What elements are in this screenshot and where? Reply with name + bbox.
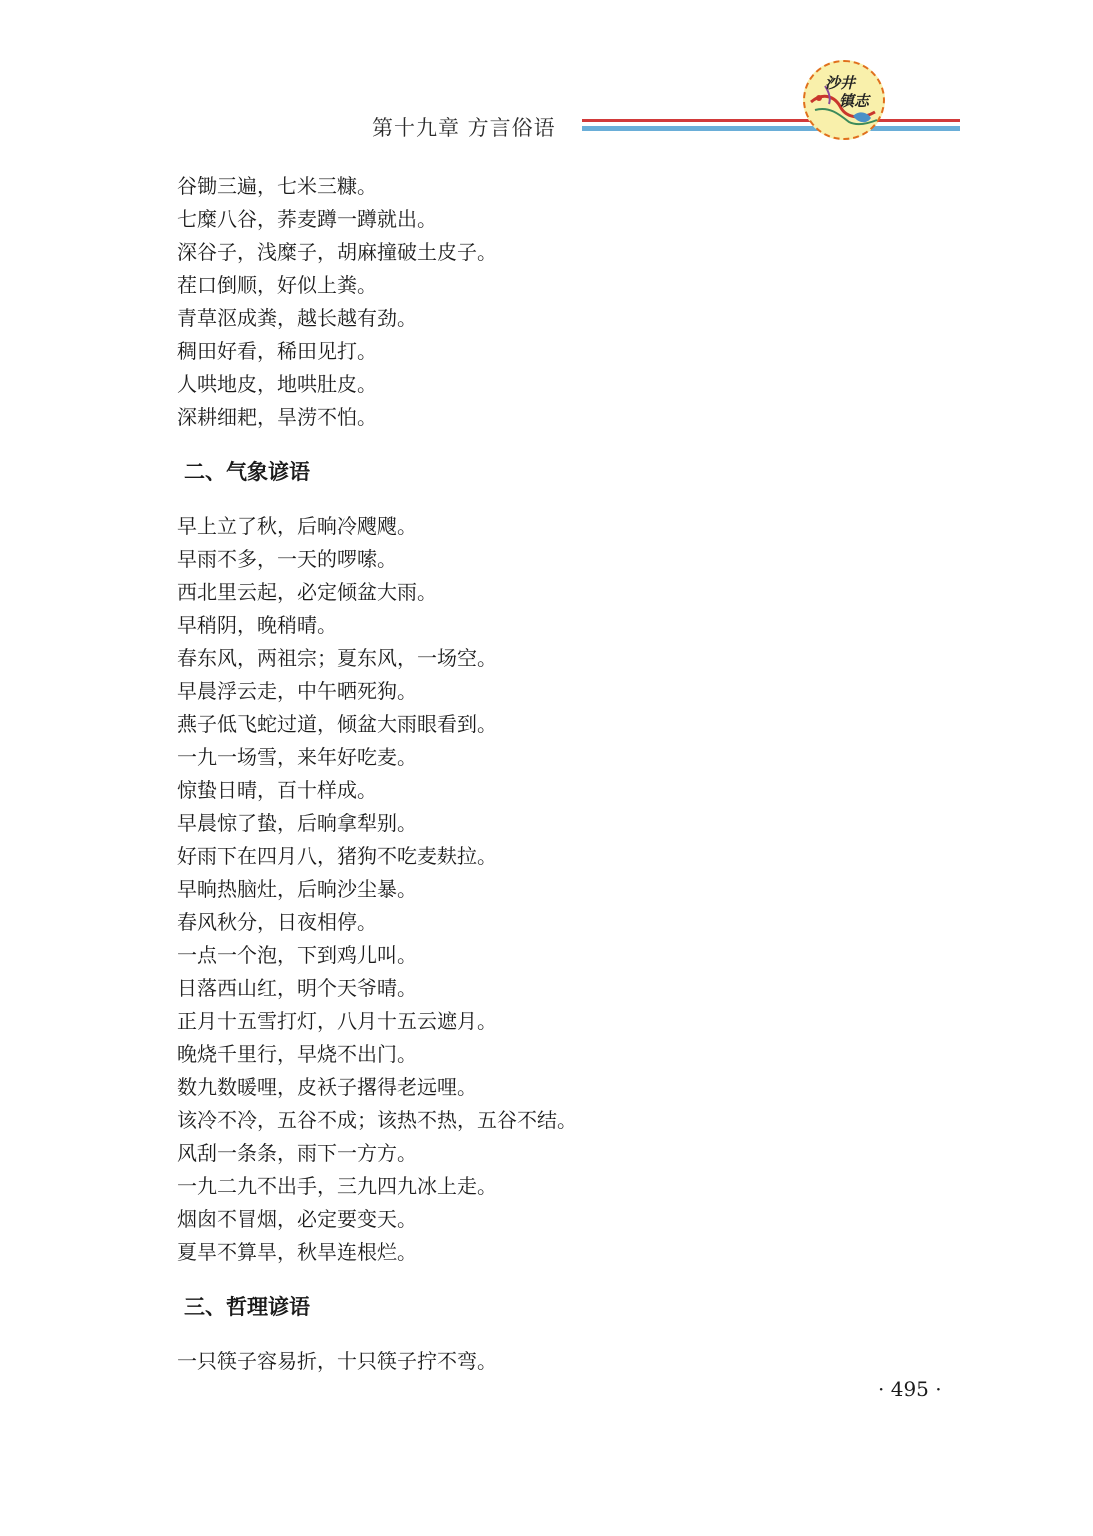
proverb-line: 烟囱不冒烟，必定要变天。: [177, 1207, 417, 1231]
header-rule-blue: [582, 126, 960, 131]
proverb-line: 好雨下在四月八，猪狗不吃麦麸拉。: [177, 844, 497, 868]
section-heading-weather: 二、气象谚语: [184, 460, 310, 484]
proverb-line: 晚烧千里行，早烧不出门。: [177, 1042, 417, 1066]
header-rule-red: [582, 119, 960, 122]
seal-text-line2: 镇志: [839, 92, 870, 110]
proverb-line: 正月十五雪打灯，八月十五云遮月。: [177, 1009, 497, 1033]
proverb-line: 茬口倒顺，好似上粪。: [177, 273, 377, 297]
proverb-line: 惊蛰日晴，百十样成。: [177, 778, 377, 802]
proverb-line: 人哄地皮，地哄肚皮。: [177, 372, 377, 396]
proverb-line: 早上立了秋，后晌冷飕飕。: [177, 514, 417, 538]
page-number: · 495 ·: [878, 1377, 942, 1401]
proverb-line: 夏旱不算旱，秋旱连根烂。: [177, 1240, 417, 1264]
proverb-line: 一点一个泡，下到鸡儿叫。: [177, 943, 417, 967]
proverb-line: 早晌热脑灶，后晌沙尘暴。: [177, 877, 417, 901]
proverb-line: 深耕细耙，旱涝不怕。: [177, 405, 377, 429]
proverb-line: 数九数暖哩，皮袄子撂得老远哩。: [177, 1075, 477, 1099]
proverb-line: 一九一场雪，来年好吃麦。: [177, 745, 417, 769]
proverb-line: 早雨不多，一天的啰嗦。: [177, 547, 397, 571]
proverb-line: 春风秋分，日夜相停。: [177, 910, 377, 934]
chapter-title: 第十九章 方言俗语: [372, 116, 556, 140]
proverb-line: 西北里云起，必定倾盆大雨。: [177, 580, 437, 604]
proverb-line: 燕子低飞蛇过道，倾盆大雨眼看到。: [177, 712, 497, 736]
proverb-line: 一只筷子容易折，十只筷子拧不弯。: [177, 1349, 497, 1373]
proverb-line: 该冷不冷，五谷不成；该热不热，五谷不结。: [177, 1108, 577, 1132]
proverb-line: 早晨惊了蛰，后晌拿犁别。: [177, 811, 417, 835]
proverb-line: 深谷子，浅糜子，胡麻撞破土皮子。: [177, 240, 497, 264]
proverb-line: 早晨浮云走，中午晒死狗。: [177, 679, 417, 703]
proverb-line: 七糜八谷，荞麦蹲一蹲就出。: [177, 207, 437, 231]
proverb-line: 风刮一条条，雨下一方方。: [177, 1141, 417, 1165]
section-heading-philosophy: 三、哲理谚语: [184, 1295, 310, 1319]
page-body: [177, 170, 957, 1378]
proverb-line: 日落西山红，明个天爷晴。: [177, 976, 417, 1000]
seal-text-line1: 沙井: [825, 74, 856, 92]
proverb-line: 稠田好看，稀田见打。: [177, 339, 377, 363]
proverb-line: 一九二九不出手，三九四九冰上走。: [177, 1174, 497, 1198]
proverb-line: 谷锄三遍，七米三糠。: [177, 174, 377, 198]
town-gazetteer-seal: [803, 60, 885, 140]
proverb-line: 春东风，两祖宗；夏东风，一场空。: [177, 646, 497, 670]
proverb-line: 青草沤成粪，越长越有劲。: [177, 306, 417, 330]
proverb-line: 早稍阴，晚稍晴。: [177, 613, 337, 637]
